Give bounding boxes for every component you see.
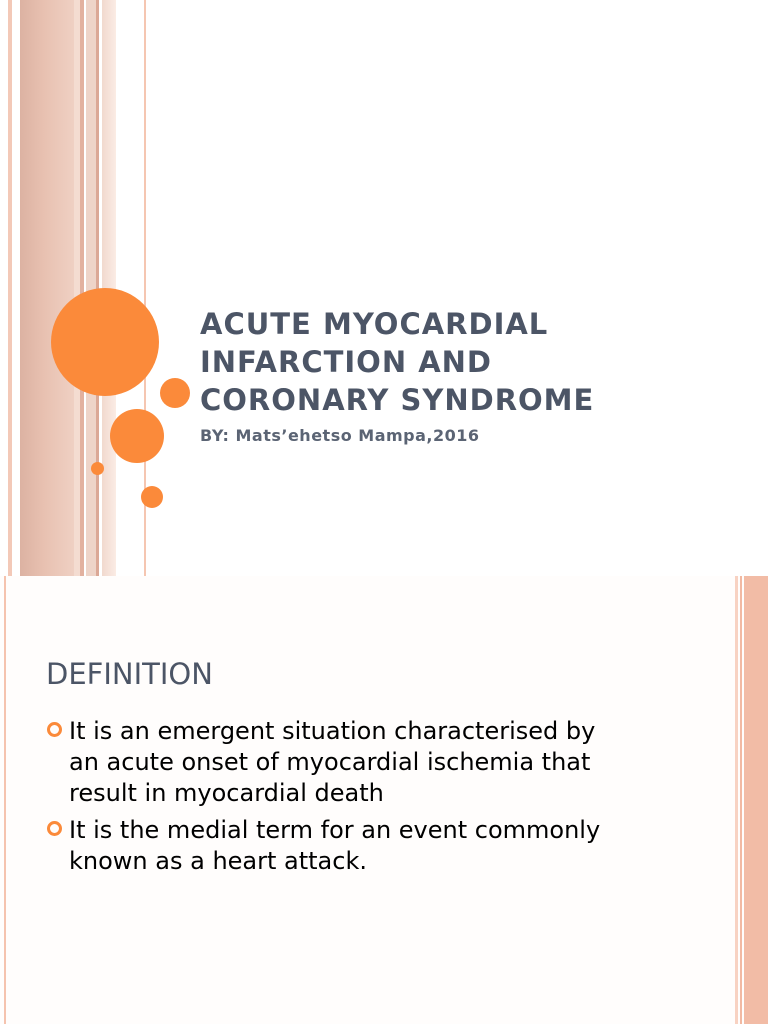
decorative-circle [160, 378, 190, 408]
decorative-circle [51, 288, 159, 396]
decorative-circle [91, 462, 104, 475]
slide-title-line: CORONARY SYNDROME [200, 383, 595, 417]
decorative-stripe [4, 576, 6, 1024]
decorative-stripe [80, 0, 84, 576]
slide-title-line: INFARCTION AND [200, 345, 492, 379]
slide-subtitle: BY: Mats’ehetso Mampa,2016 [200, 426, 480, 445]
decorative-circle [141, 486, 163, 508]
decorative-stripe [744, 576, 768, 1024]
decorative-stripe [8, 0, 12, 576]
bullet-item [46, 815, 686, 877]
definition-slide [0, 576, 768, 1024]
bullet-text: It is an emergent situation characterised by an acute onset of myocardial ischemia that result in myocardial death [69, 717, 596, 807]
bullet-item [46, 716, 686, 809]
circle-bullet-icon [47, 722, 62, 737]
bullet-list [46, 716, 686, 883]
decorative-stripe [20, 0, 74, 576]
circle-bullet-icon [47, 821, 62, 836]
decorative-stripe [740, 576, 742, 1024]
decorative-circle [110, 409, 164, 463]
slide-title-line: ACUTE MYOCARDIAL [200, 307, 549, 341]
decorative-stripe [735, 576, 738, 1024]
slide-heading: DEFINITION [46, 657, 213, 691]
slide-title [200, 305, 740, 419]
bullet-text: It is the medial term for an event commonly known as a heart attack. [69, 816, 601, 875]
